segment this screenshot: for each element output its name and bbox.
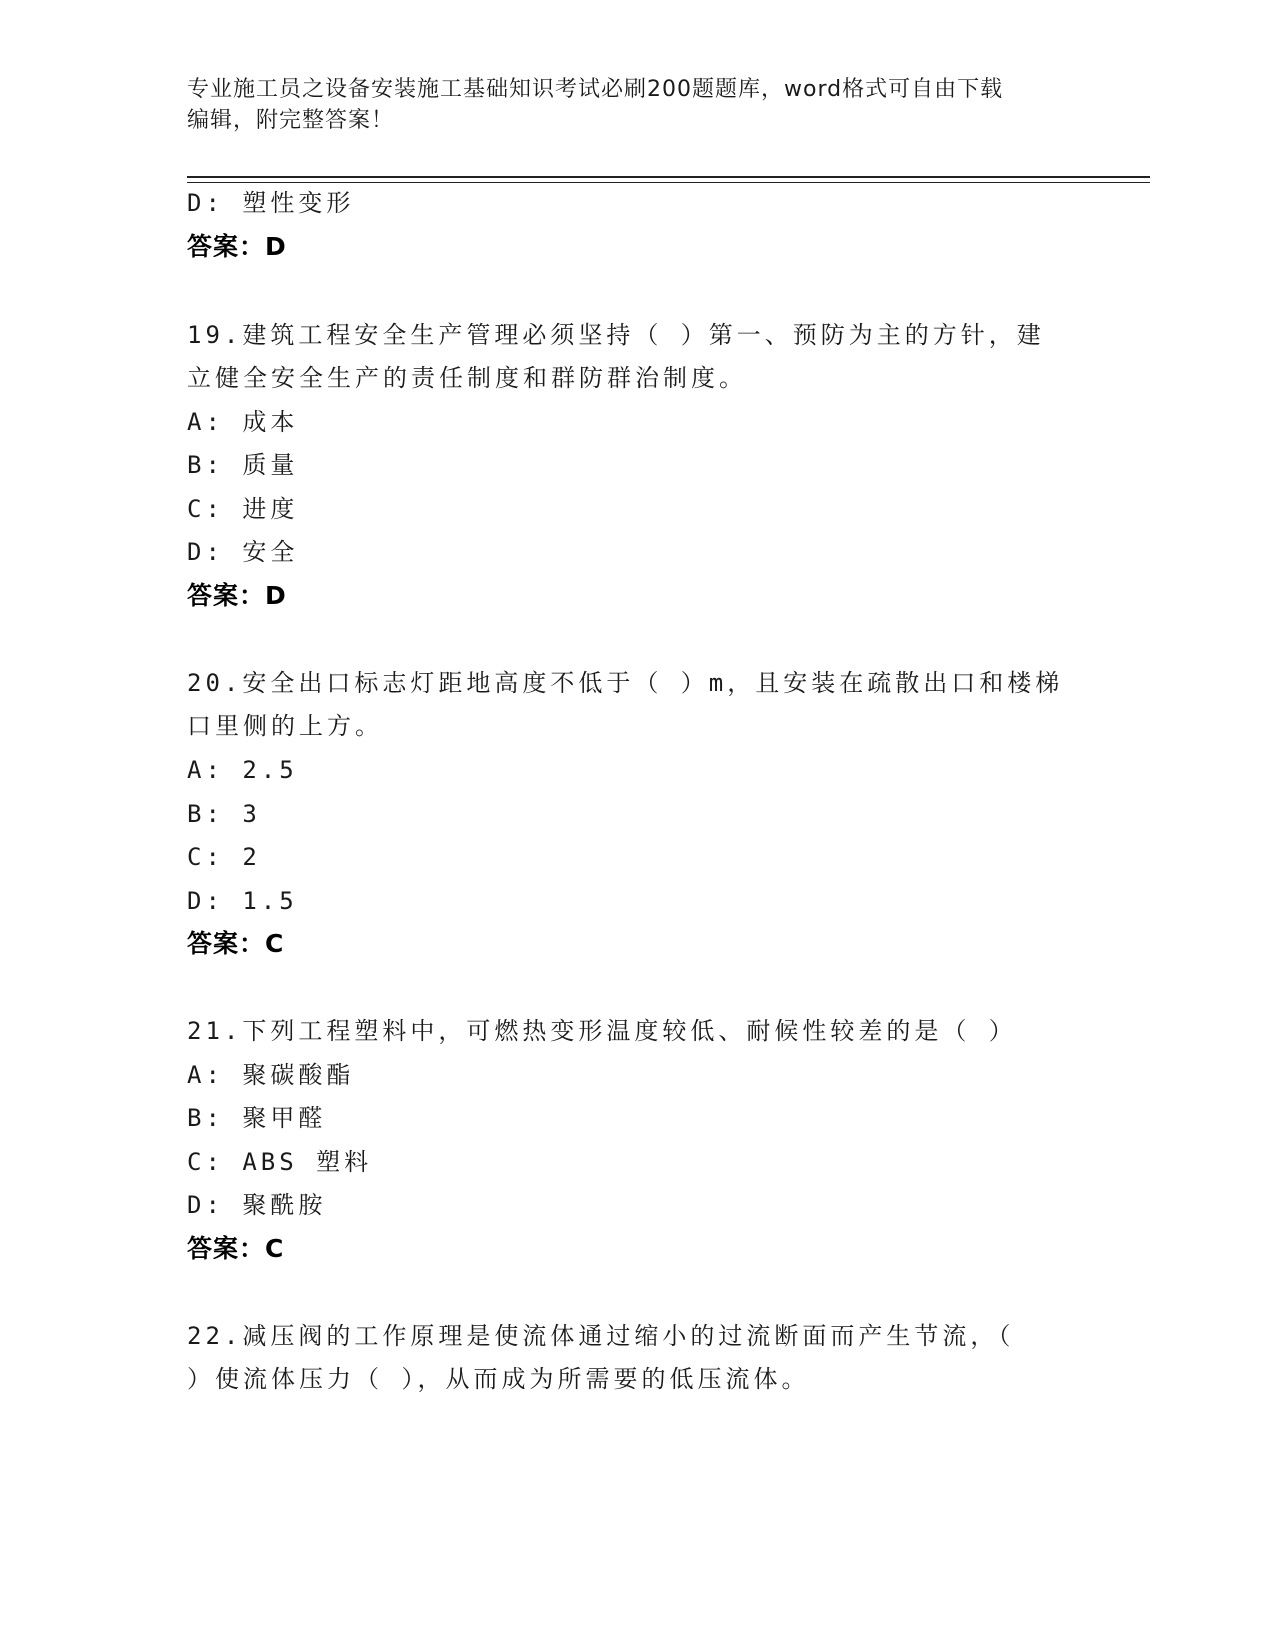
q20-answer: 答案：C (187, 929, 285, 958)
q19-stem-line-2: 立健全安全生产的责任制度和群防群治制度。 (187, 364, 747, 392)
q20-option-b: B: 3 (187, 800, 261, 828)
q22-stem-line-1: 22.减压阀的工作原理是使流体通过缩小的过流断面而产生节流，（ (187, 1322, 1015, 1350)
q19-answer: 答案：D (187, 581, 287, 610)
document-header (187, 74, 1067, 136)
header-divider (187, 176, 1150, 178)
q20-stem-line-2: 口里侧的上方。 (187, 712, 383, 740)
q20-stem-line-1: 20.安全出口标志灯距地高度不低于（ ）m，且安装在疏散出口和楼梯 (187, 669, 1064, 697)
q19-option-d: D: 安全 (187, 538, 299, 566)
prev-answer: 答案：D (187, 232, 287, 261)
q19-stem-line-1: 19.建筑工程安全生产管理必须坚持（ ）第一、预防为主的方针，建 (187, 321, 1045, 349)
q21-answer: 答案：C (187, 1234, 285, 1263)
q21-option-c: C: ABS 塑料 (187, 1148, 373, 1176)
q21-option-a: A: 聚碳酸酯 (187, 1061, 355, 1089)
q20-option-d: D: 1.5 (187, 887, 298, 915)
q21-option-d: D: 聚酰胺 (187, 1191, 327, 1219)
q21-option-b: B: 聚甲醛 (187, 1104, 327, 1132)
q19-option-c: C: 进度 (187, 495, 299, 523)
header-divider-thin (187, 182, 1150, 183)
header-line-2: 编辑，附完整答案！ (187, 108, 395, 133)
q20-option-c: C: 2 (187, 843, 261, 871)
header-line-1: 专业施工员之设备安装施工基础知识考试必刷200题题库，word格式可自由下载 (187, 77, 1004, 102)
prev-option-d: D: 塑性变形 (187, 189, 355, 217)
q21-stem-line-1: 21.下列工程塑料中，可燃热变形温度较低、耐候性较差的是（ ） (187, 1017, 1017, 1045)
q19-option-a: A: 成本 (187, 408, 299, 436)
q20-option-a: A: 2.5 (187, 756, 298, 784)
q19-option-b: B: 质量 (187, 451, 299, 479)
q22-stem-line-2: ）使流体压力（ ），从而成为所需要的低压流体。 (187, 1365, 810, 1393)
